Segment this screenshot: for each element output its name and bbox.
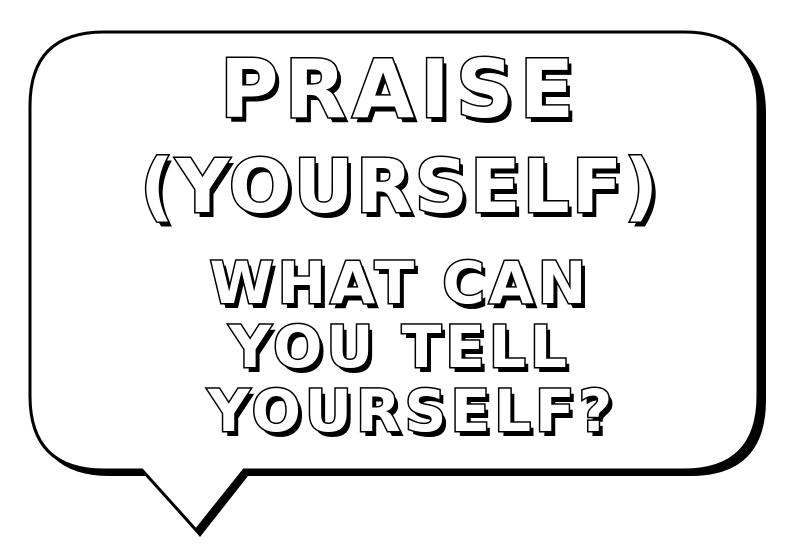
question-line-3: YOURSELF? — [207, 377, 617, 445]
headline-yourself: (YOURSELF) — [139, 144, 661, 230]
question-line-1: WHAT CAN — [209, 249, 591, 317]
headline-praise: PRAISE — [219, 43, 581, 136]
question-line-2: YOU TELL — [229, 313, 571, 381]
